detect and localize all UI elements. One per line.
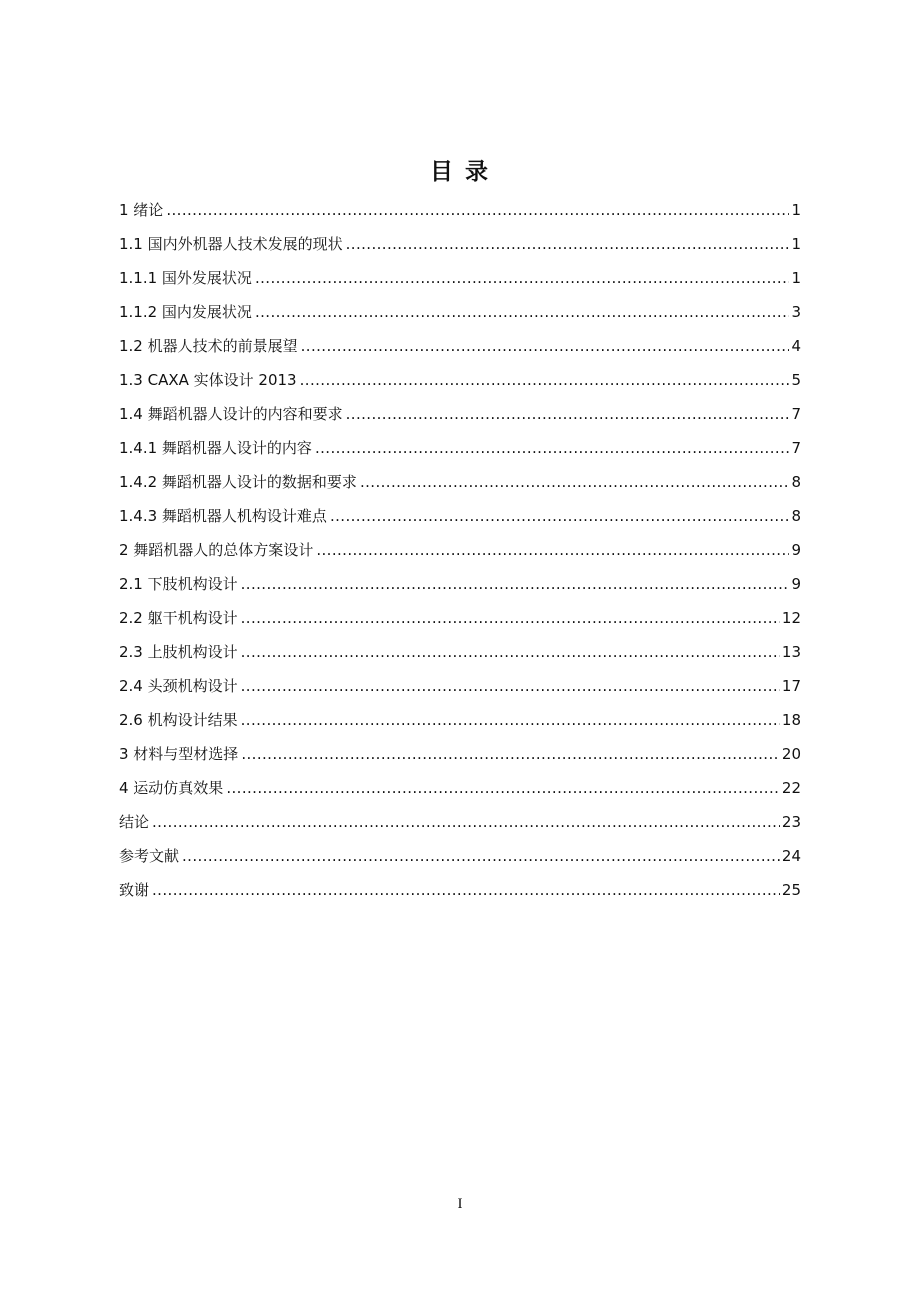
toc-entry-text: 结论 <box>119 813 150 831</box>
toc-entry-page: 20 <box>781 745 801 763</box>
toc-entry-text: 4 运动仿真效果 <box>119 779 224 797</box>
toc-entry-text: 2.3 上肢机构设计 <box>119 643 238 661</box>
toc-entry[interactable] <box>119 295 801 329</box>
toc-leader-dots <box>241 669 780 703</box>
toc-entry[interactable] <box>119 533 801 567</box>
toc-entry-text: 2.6 机构设计结果 <box>119 711 238 729</box>
toc-leader-dots <box>255 261 790 295</box>
toc-leader-dots <box>241 703 780 737</box>
toc-leader-dots <box>346 227 790 261</box>
toc-entry[interactable] <box>119 261 801 295</box>
toc-leader-dots <box>182 839 780 873</box>
toc-entry-page: 5 <box>791 371 801 389</box>
toc-leader-dots <box>241 567 790 601</box>
toc-leader-dots <box>152 805 780 839</box>
toc-entry-text: 3 材料与型材选择 <box>119 745 239 763</box>
toc-list <box>119 193 801 907</box>
toc-entry-text: 致谢 <box>119 881 150 899</box>
toc-leader-dots <box>316 533 789 567</box>
toc-leader-dots <box>255 295 790 329</box>
toc-entry-text: 2.4 头颈机构设计 <box>119 677 238 695</box>
toc-entry-page: 7 <box>791 405 801 423</box>
toc-entry-text: 1.3 CAXA 实体设计 2013 <box>119 371 297 389</box>
toc-leader-dots <box>315 431 790 465</box>
toc-leader-dots <box>330 499 790 533</box>
toc-entry[interactable] <box>119 839 801 873</box>
toc-entry-page: 18 <box>781 711 801 729</box>
toc-leader-dots <box>300 363 790 397</box>
toc-leader-dots <box>360 465 790 499</box>
toc-leader-dots <box>152 873 780 907</box>
toc-leader-dots <box>346 397 790 431</box>
toc-entry-text: 1.4.2 舞蹈机器人设计的数据和要求 <box>119 473 357 491</box>
page-number: I <box>457 1196 463 1212</box>
toc-entry[interactable] <box>119 431 801 465</box>
toc-entry[interactable] <box>119 397 801 431</box>
toc-entry[interactable] <box>119 737 801 771</box>
toc-entry-page: 1 <box>791 201 801 219</box>
toc-entry-text: 2.2 躯干机构设计 <box>119 609 238 627</box>
toc-entry-page: 9 <box>791 575 801 593</box>
toc-entry-page: 22 <box>781 779 801 797</box>
toc-entry-page: 12 <box>781 609 801 627</box>
toc-entry[interactable] <box>119 805 801 839</box>
toc-entry-text: 1.4 舞蹈机器人设计的内容和要求 <box>119 405 343 423</box>
toc-entry[interactable] <box>119 499 801 533</box>
toc-entry-text: 1.1.2 国内发展状况 <box>119 303 252 321</box>
toc-entry-text: 1.4.3 舞蹈机器人机构设计难点 <box>119 507 327 525</box>
toc-entry-page: 3 <box>791 303 801 321</box>
toc-entry[interactable] <box>119 465 801 499</box>
toc-entry-page: 8 <box>791 473 801 491</box>
toc-entry[interactable] <box>119 329 801 363</box>
toc-entry-page: 23 <box>781 813 801 831</box>
toc-entry-page: 8 <box>791 507 801 525</box>
toc-leader-dots <box>241 635 780 669</box>
toc-entry[interactable] <box>119 601 801 635</box>
toc-leader-dots <box>241 601 780 635</box>
toc-entry-text: 2 舞蹈机器人的总体方案设计 <box>119 541 314 559</box>
toc-entry-text: 1.2 机器人技术的前景展望 <box>119 337 298 355</box>
toc-entry-page: 4 <box>791 337 801 355</box>
toc-entry-page: 1 <box>791 235 801 253</box>
toc-entry[interactable] <box>119 873 801 907</box>
toc-entry-text: 参考文献 <box>119 847 180 865</box>
toc-leader-dots <box>241 737 780 771</box>
toc-entry[interactable] <box>119 193 801 227</box>
toc-entry-text: 1.1.1 国外发展状况 <box>119 269 252 287</box>
toc-entry[interactable] <box>119 669 801 703</box>
toc-entry-text: 2.1 下肢机构设计 <box>119 575 238 593</box>
toc-entry[interactable] <box>119 771 801 805</box>
toc-entry[interactable] <box>119 227 801 261</box>
toc-leader-dots <box>226 771 780 805</box>
toc-entry[interactable] <box>119 703 801 737</box>
toc-entry-page: 9 <box>791 541 801 559</box>
toc-entry-text: 1 绪论 <box>119 201 164 219</box>
toc-entry[interactable] <box>119 567 801 601</box>
toc-entry-page: 17 <box>781 677 801 695</box>
toc-entry[interactable] <box>119 635 801 669</box>
toc-entry-page: 7 <box>791 439 801 457</box>
toc-leader-dots <box>301 329 790 363</box>
toc-entry-page: 13 <box>781 643 801 661</box>
toc-entry-page: 25 <box>781 881 801 899</box>
toc-title: 目 录 <box>429 159 490 185</box>
toc-entry-page: 24 <box>781 847 801 865</box>
toc-entry-text: 1.1 国内外机器人技术发展的现状 <box>119 235 343 253</box>
toc-entry-page: 1 <box>791 269 801 287</box>
toc-entry-text: 1.4.1 舞蹈机器人设计的内容 <box>119 439 312 457</box>
toc-leader-dots <box>166 193 789 227</box>
toc-entry[interactable] <box>119 363 801 397</box>
